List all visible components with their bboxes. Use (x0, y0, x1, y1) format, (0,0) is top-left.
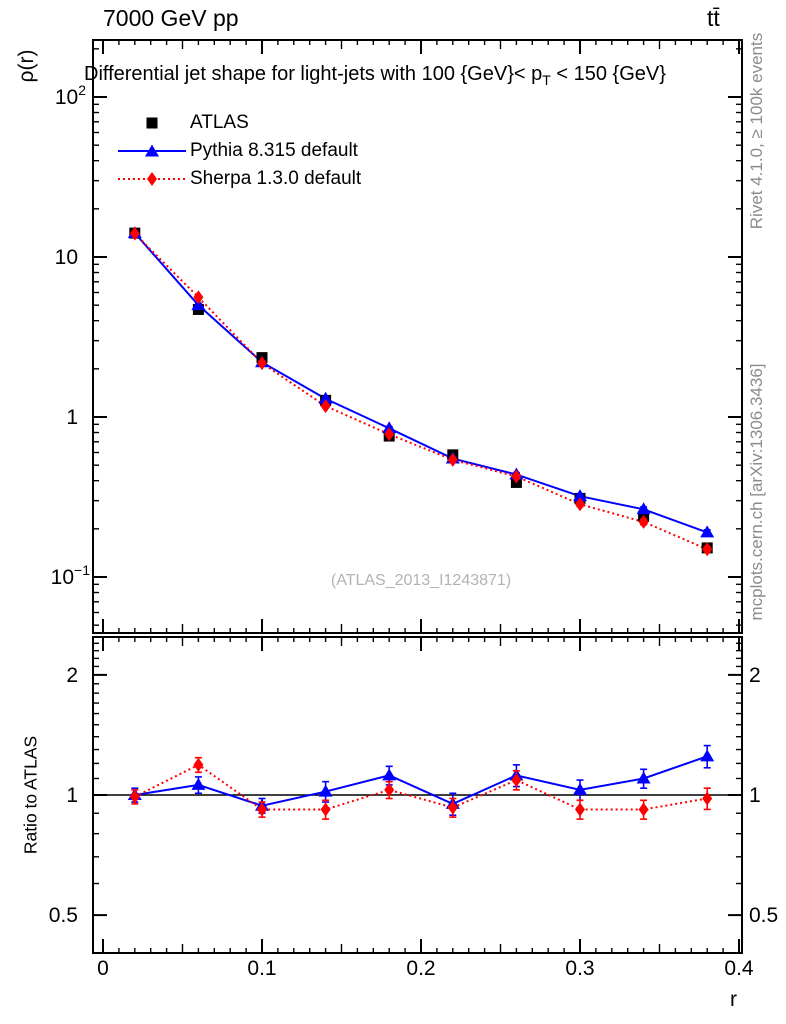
svg-text:0.5: 0.5 (48, 904, 78, 928)
svg-text:2: 2 (749, 663, 761, 687)
svg-text:0.3: 0.3 (565, 957, 595, 980)
rivet-version-note: Rivet 4.1.0, ≥ 100k events (747, 32, 766, 230)
svg-text:0: 0 (97, 957, 109, 980)
svg-text:2: 2 (66, 663, 78, 687)
series-sherpa-line-main (135, 234, 707, 550)
plot-title-sub: T (542, 72, 551, 88)
svg-text:0.2: 0.2 (406, 957, 436, 980)
svg-text:1: 1 (66, 784, 78, 807)
process-label: tt̄ (707, 5, 720, 31)
svg-text:102: $10^2$ (54, 82, 86, 109)
legend-label-sherpa: Sherpa 1.3.0 default (190, 168, 362, 189)
x-axis-title: r (730, 988, 737, 1011)
legend-label-atlas: ATLAS (190, 112, 249, 133)
plot-title-pre: Differential jet shape for light-jets with 100 {GeV}< p (84, 63, 543, 85)
svg-text:1: 1 (749, 784, 761, 807)
y-axis-title-main: ρ(r) (15, 49, 38, 83)
y-axis-title-ratio: Ratio to ATLAS (20, 735, 41, 855)
legend-marker-sherpa-diamond-icon (116, 171, 188, 187)
y-axis-main-tick-labels (51, 82, 91, 589)
legend-row-sherpa (116, 165, 361, 193)
svg-text:0.4: 0.4 (724, 957, 754, 980)
series-sherpa-points-main (130, 227, 712, 557)
legend-label-pythia: Pythia 8.315 default (190, 140, 358, 161)
legend-marker-atlas-square-icon (116, 115, 188, 131)
ratio-sherpa-points (130, 758, 712, 819)
svg-text:0.1: 0.1 (247, 957, 277, 980)
ratio-pythia-points (128, 746, 714, 816)
legend-row-pythia (116, 137, 361, 165)
legend (116, 109, 361, 193)
analysis-watermark: (ATLAS_2013_I1243871) (330, 572, 512, 589)
svg-text:10−1: $10^{-1}$ (50, 562, 90, 589)
legend-row-atlas (116, 109, 361, 137)
svg-text:0.5: 0.5 (749, 904, 779, 928)
beam-energy-label: 7000 GeV pp (103, 5, 239, 31)
mcplots-arxiv-note: mcplots.cern.ch [arXiv:1306.3436] (747, 363, 766, 621)
svg-text:1: 1 (66, 406, 78, 429)
ratio-sherpa-line (135, 765, 707, 810)
series-pythia-line-main (135, 233, 707, 532)
x-axis-tick-labels (97, 957, 754, 980)
plot-title-post: < 150 {GeV} (550, 63, 666, 85)
legend-marker-pythia-triangle-icon (116, 143, 188, 159)
svg-text:10: 10 (54, 246, 78, 269)
series-pythia-points-main (128, 226, 714, 537)
plot-title (84, 63, 666, 88)
